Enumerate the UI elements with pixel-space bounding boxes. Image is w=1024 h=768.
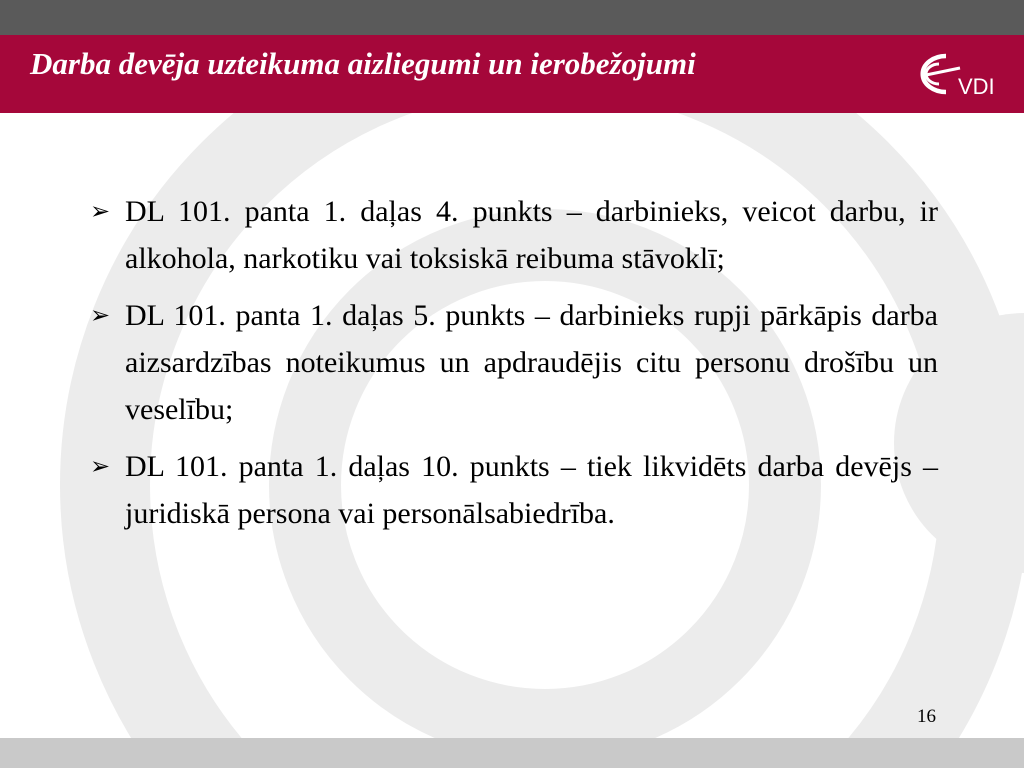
bullet-text: DL 101. panta 1. daļas 4. punkts – darbinieks, veicot darbu, ir alkohola, narkotiku vai toksiskā reibuma stāvoklī;	[125, 195, 938, 275]
arrow-right-icon: ➢	[90, 197, 111, 225]
bullet-text: DL 101. panta 1. daļas 5. punkts – darbinieks rupji pārkāpis darba aizsardzības noteikumus un apdraudējis citu personu drošību un veselību;	[125, 299, 938, 426]
vdi-logo	[904, 50, 1004, 102]
slide-title: Darba devēja uzteikuma aizliegumi un ierobežojumi	[30, 46, 696, 81]
bullet-item	[90, 292, 938, 433]
bullet-item	[90, 443, 938, 537]
bullet-list	[90, 188, 938, 547]
arrow-right-icon: ➢	[90, 301, 111, 329]
top-bar	[0, 0, 1024, 35]
arrow-right-icon: ➢	[90, 452, 111, 480]
bullet-item	[90, 188, 938, 282]
bullet-text: DL 101. panta 1. daļas 10. punkts – tiek likvidēts darba devējs – juridiskā persona vai personālsabiedrība.	[125, 450, 938, 530]
logo-text: VDI	[958, 74, 995, 99]
page-number: 16	[917, 706, 936, 727]
bottom-bar	[0, 738, 1024, 768]
